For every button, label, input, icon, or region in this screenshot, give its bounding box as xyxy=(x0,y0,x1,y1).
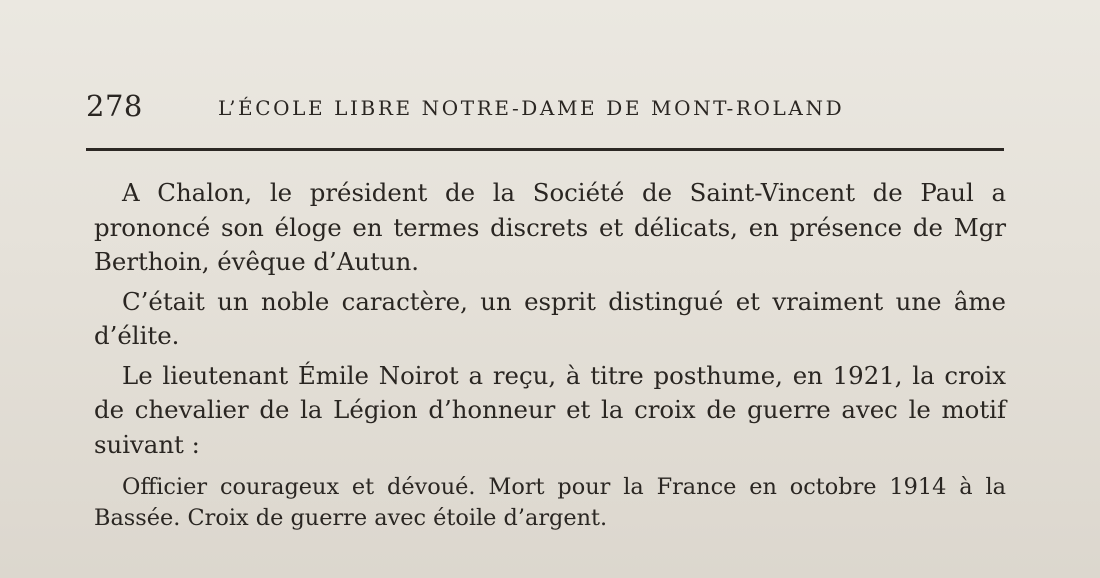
header-rule xyxy=(86,148,1004,151)
page-number: 278 xyxy=(86,89,143,123)
citation-text: Officier courageux et dévoué. Mort pour la France en octobre 1914 à la Bassée. Croix de guerre avec étoile d’argent. xyxy=(94,474,1006,531)
paragraph-character: C’était un noble caractère, un esprit distingué et vraiment une âme d’élite. xyxy=(94,286,1006,350)
body-text xyxy=(94,176,1006,534)
paragraph-decoration: Le lieutenant Émile Noirot a reçu, à titre posthume, en 1921, la croix de chevalier de la Légion d’honneur et la croix de guerre avec le motif suivant : xyxy=(94,360,1006,459)
running-title: L’ÉCOLE LIBRE NOTRE-DAME DE MONT-ROLAND xyxy=(218,96,845,120)
running-head xyxy=(86,86,1006,126)
paragraph-eulogy: A Chalon, le président de la Société de Saint-Vincent de Paul a prononcé son éloge en termes discrets et délicats, en présence de Mgr Berthoin, évêque d’Autun. xyxy=(94,178,1006,276)
